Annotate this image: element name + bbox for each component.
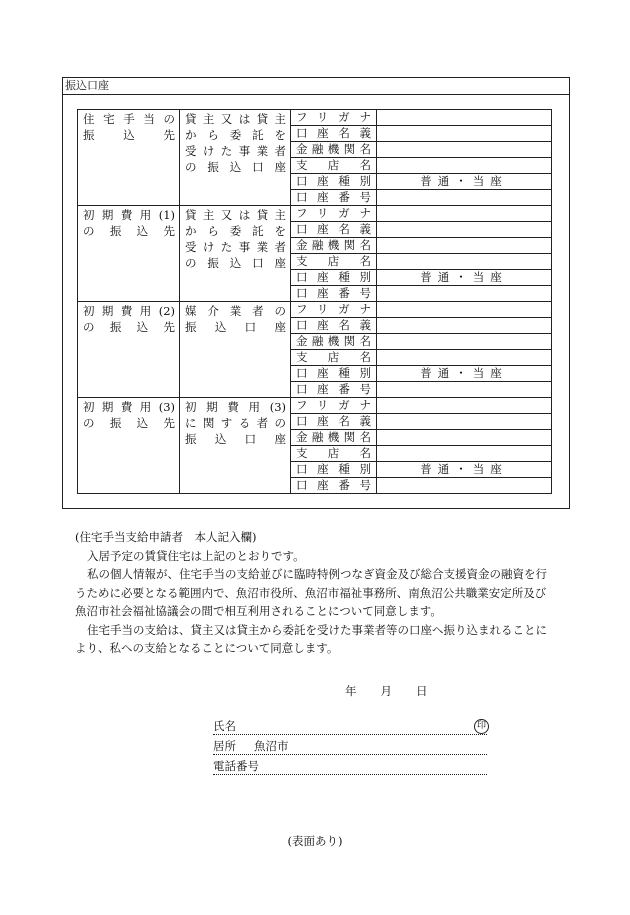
field-value-cell[interactable] bbox=[377, 110, 552, 126]
field-value-cell[interactable] bbox=[377, 446, 552, 462]
field-label: フリガナ bbox=[296, 302, 371, 316]
field-value-cell[interactable] bbox=[377, 190, 552, 206]
footer-note: (表面あり) bbox=[287, 834, 343, 848]
address-label: 居所 bbox=[213, 739, 236, 753]
field-label-cell bbox=[291, 206, 377, 222]
field-label: 口座名義 bbox=[296, 126, 371, 140]
destination-label-line: の振込先 bbox=[83, 416, 175, 430]
field-value-cell[interactable] bbox=[377, 366, 552, 382]
account-kind-line: の振込口座 bbox=[185, 160, 286, 174]
field-label: 金融機関名 bbox=[296, 142, 371, 156]
field-value-cell[interactable] bbox=[377, 334, 552, 350]
account-row bbox=[78, 302, 552, 318]
account-type-options[interactable]: 普通・当座 bbox=[420, 462, 508, 476]
field-value-cell[interactable] bbox=[377, 254, 552, 270]
account-kind-line: から委託を bbox=[185, 224, 286, 238]
account-kind-line: の振込口座 bbox=[185, 256, 286, 270]
destination-label-line: 初期費用(1) bbox=[83, 208, 175, 222]
field-label-cell bbox=[291, 110, 377, 126]
field-label-cell bbox=[291, 270, 377, 286]
applicant-para-2: 私の個人情報が、住宅手当の支給並びに臨時特例つなぎ資金及び総合支援資金の融資を行うために必要となる範囲内で、魚沼市役所、魚沼市福祉事務所、南魚沼公共職業安定所及び魚沼市社会福祉協議会の間で相互利用されることについて同意します。 bbox=[75, 567, 547, 618]
account-type-options[interactable]: 普通・当座 bbox=[420, 366, 508, 380]
field-label-cell bbox=[291, 478, 377, 494]
account-kind-line: 受けた事業者 bbox=[185, 240, 286, 254]
account-kind-line: 貸主又は貸主 bbox=[185, 208, 286, 222]
applicant-para-3: 住宅手当の支給は、貸主又は貸主から委託を受けた事業者等の口座へ振り込まれることにより、私への支給となることについて同意します。 bbox=[75, 622, 547, 655]
seal-mark: 印 bbox=[474, 719, 489, 734]
field-value-cell[interactable] bbox=[377, 398, 552, 414]
field-label: 口座番号 bbox=[296, 190, 371, 204]
applicant-heading: (住宅手当支給申請者 本人記入欄) bbox=[75, 530, 257, 544]
field-value-cell[interactable] bbox=[377, 414, 552, 430]
field-label-cell bbox=[291, 350, 377, 366]
destination-label-line: 住宅手当の bbox=[83, 112, 175, 126]
account-type-options[interactable]: 普通・当座 bbox=[420, 270, 508, 284]
field-label-cell bbox=[291, 222, 377, 238]
account-row bbox=[78, 398, 552, 414]
field-label-cell bbox=[291, 238, 377, 254]
field-label: 支店名 bbox=[296, 254, 371, 268]
field-label-cell bbox=[291, 430, 377, 446]
account-row bbox=[78, 110, 552, 126]
destination-cell bbox=[78, 206, 180, 302]
field-label: 支店名 bbox=[296, 350, 371, 364]
field-value-cell[interactable] bbox=[377, 142, 552, 158]
account-kind-line: に関する者の bbox=[185, 416, 286, 430]
destination-label-line: 振込先 bbox=[83, 128, 175, 142]
destination-label-line: 初期費用(2) bbox=[83, 304, 175, 318]
field-value-cell[interactable] bbox=[377, 286, 552, 302]
field-value-cell[interactable] bbox=[377, 238, 552, 254]
applicant-para-1: 入居予定の賃貸住宅は上記のとおりです。 bbox=[87, 548, 305, 563]
field-label-cell bbox=[291, 302, 377, 318]
field-label-cell bbox=[291, 462, 377, 478]
field-label-cell bbox=[291, 398, 377, 414]
date-year: 年 bbox=[345, 684, 357, 698]
account-kind-line: 媒介業者の bbox=[185, 304, 286, 318]
field-label-cell bbox=[291, 382, 377, 398]
applicant-statement bbox=[75, 528, 555, 658]
date-line bbox=[345, 683, 452, 699]
field-value-cell[interactable] bbox=[377, 302, 552, 318]
date-day: 日 bbox=[416, 684, 428, 698]
account-row bbox=[78, 206, 552, 222]
field-value-cell[interactable] bbox=[377, 350, 552, 366]
destination-label-line: の振込先 bbox=[83, 320, 175, 334]
name-field[interactable] bbox=[213, 718, 487, 735]
field-value-cell[interactable] bbox=[377, 478, 552, 494]
field-value-cell[interactable] bbox=[377, 158, 552, 174]
account-kind-line: 振込口座 bbox=[185, 432, 286, 446]
destination-cell bbox=[78, 110, 180, 206]
account-kind-cell bbox=[180, 398, 291, 494]
field-label: 金融機関名 bbox=[296, 430, 371, 444]
account-kind-cell bbox=[180, 110, 291, 206]
account-kind-cell bbox=[180, 302, 291, 398]
phone-label: 電話番号 bbox=[213, 759, 259, 773]
field-label-cell bbox=[291, 126, 377, 142]
field-label: 口座種別 bbox=[296, 366, 371, 380]
account-kind-line: 受けた事業者 bbox=[185, 144, 286, 158]
field-label-cell bbox=[291, 254, 377, 270]
field-label-cell bbox=[291, 142, 377, 158]
field-label-cell bbox=[291, 414, 377, 430]
field-label: 口座名義 bbox=[296, 222, 371, 236]
field-value-cell[interactable] bbox=[377, 382, 552, 398]
field-label-cell bbox=[291, 174, 377, 190]
account-kind-cell bbox=[180, 206, 291, 302]
date-month: 月 bbox=[380, 684, 392, 698]
field-label-cell bbox=[291, 158, 377, 174]
field-label: 口座番号 bbox=[296, 286, 371, 300]
field-label: 口座種別 bbox=[296, 462, 371, 476]
account-type-options[interactable]: 普通・当座 bbox=[420, 174, 508, 188]
field-value-cell[interactable] bbox=[377, 270, 552, 286]
field-label: フリガナ bbox=[296, 110, 371, 124]
field-value-cell[interactable] bbox=[377, 174, 552, 190]
field-label: 口座名義 bbox=[296, 318, 371, 332]
destination-label-line: 初期費用(3) bbox=[83, 400, 175, 414]
phone-field[interactable] bbox=[213, 758, 487, 775]
section-title: 振込口座 bbox=[65, 79, 109, 92]
field-value-cell[interactable] bbox=[377, 462, 552, 478]
address-value: 魚沼市 bbox=[254, 739, 289, 753]
field-label-cell bbox=[291, 286, 377, 302]
name-label: 氏名 bbox=[213, 719, 236, 733]
destination-cell bbox=[78, 302, 180, 398]
destination-label-line: の振込先 bbox=[83, 224, 175, 238]
field-value-cell[interactable] bbox=[377, 126, 552, 142]
field-label: 口座番号 bbox=[296, 478, 371, 492]
field-label-cell bbox=[291, 318, 377, 334]
field-label: 口座番号 bbox=[296, 382, 371, 396]
field-label: 金融機関名 bbox=[296, 334, 371, 348]
account-kind-line: 初期費用(3) bbox=[185, 400, 286, 414]
field-label-cell bbox=[291, 334, 377, 350]
field-label-cell bbox=[291, 446, 377, 462]
field-label: フリガナ bbox=[296, 206, 371, 220]
field-label: 口座種別 bbox=[296, 270, 371, 284]
field-label: 口座種別 bbox=[296, 174, 371, 188]
section-title-rule bbox=[62, 94, 570, 95]
field-label-cell bbox=[291, 190, 377, 206]
transfer-account-table bbox=[77, 109, 552, 494]
field-value-cell[interactable] bbox=[377, 430, 552, 446]
account-kind-line: 振込口座 bbox=[185, 320, 286, 334]
field-label: フリガナ bbox=[296, 398, 371, 412]
account-kind-line: 貸主又は貸主 bbox=[185, 112, 286, 126]
field-label: 口座名義 bbox=[296, 414, 371, 428]
field-label: 支店名 bbox=[296, 446, 371, 460]
destination-cell bbox=[78, 398, 180, 494]
field-label-cell bbox=[291, 366, 377, 382]
field-label: 金融機関名 bbox=[296, 238, 371, 252]
account-kind-line: から委託を bbox=[185, 128, 286, 142]
field-value-cell[interactable] bbox=[377, 206, 552, 222]
address-field[interactable] bbox=[213, 738, 487, 755]
field-label: 支店名 bbox=[296, 158, 371, 172]
field-value-cell[interactable] bbox=[377, 222, 552, 238]
field-value-cell[interactable] bbox=[377, 318, 552, 334]
